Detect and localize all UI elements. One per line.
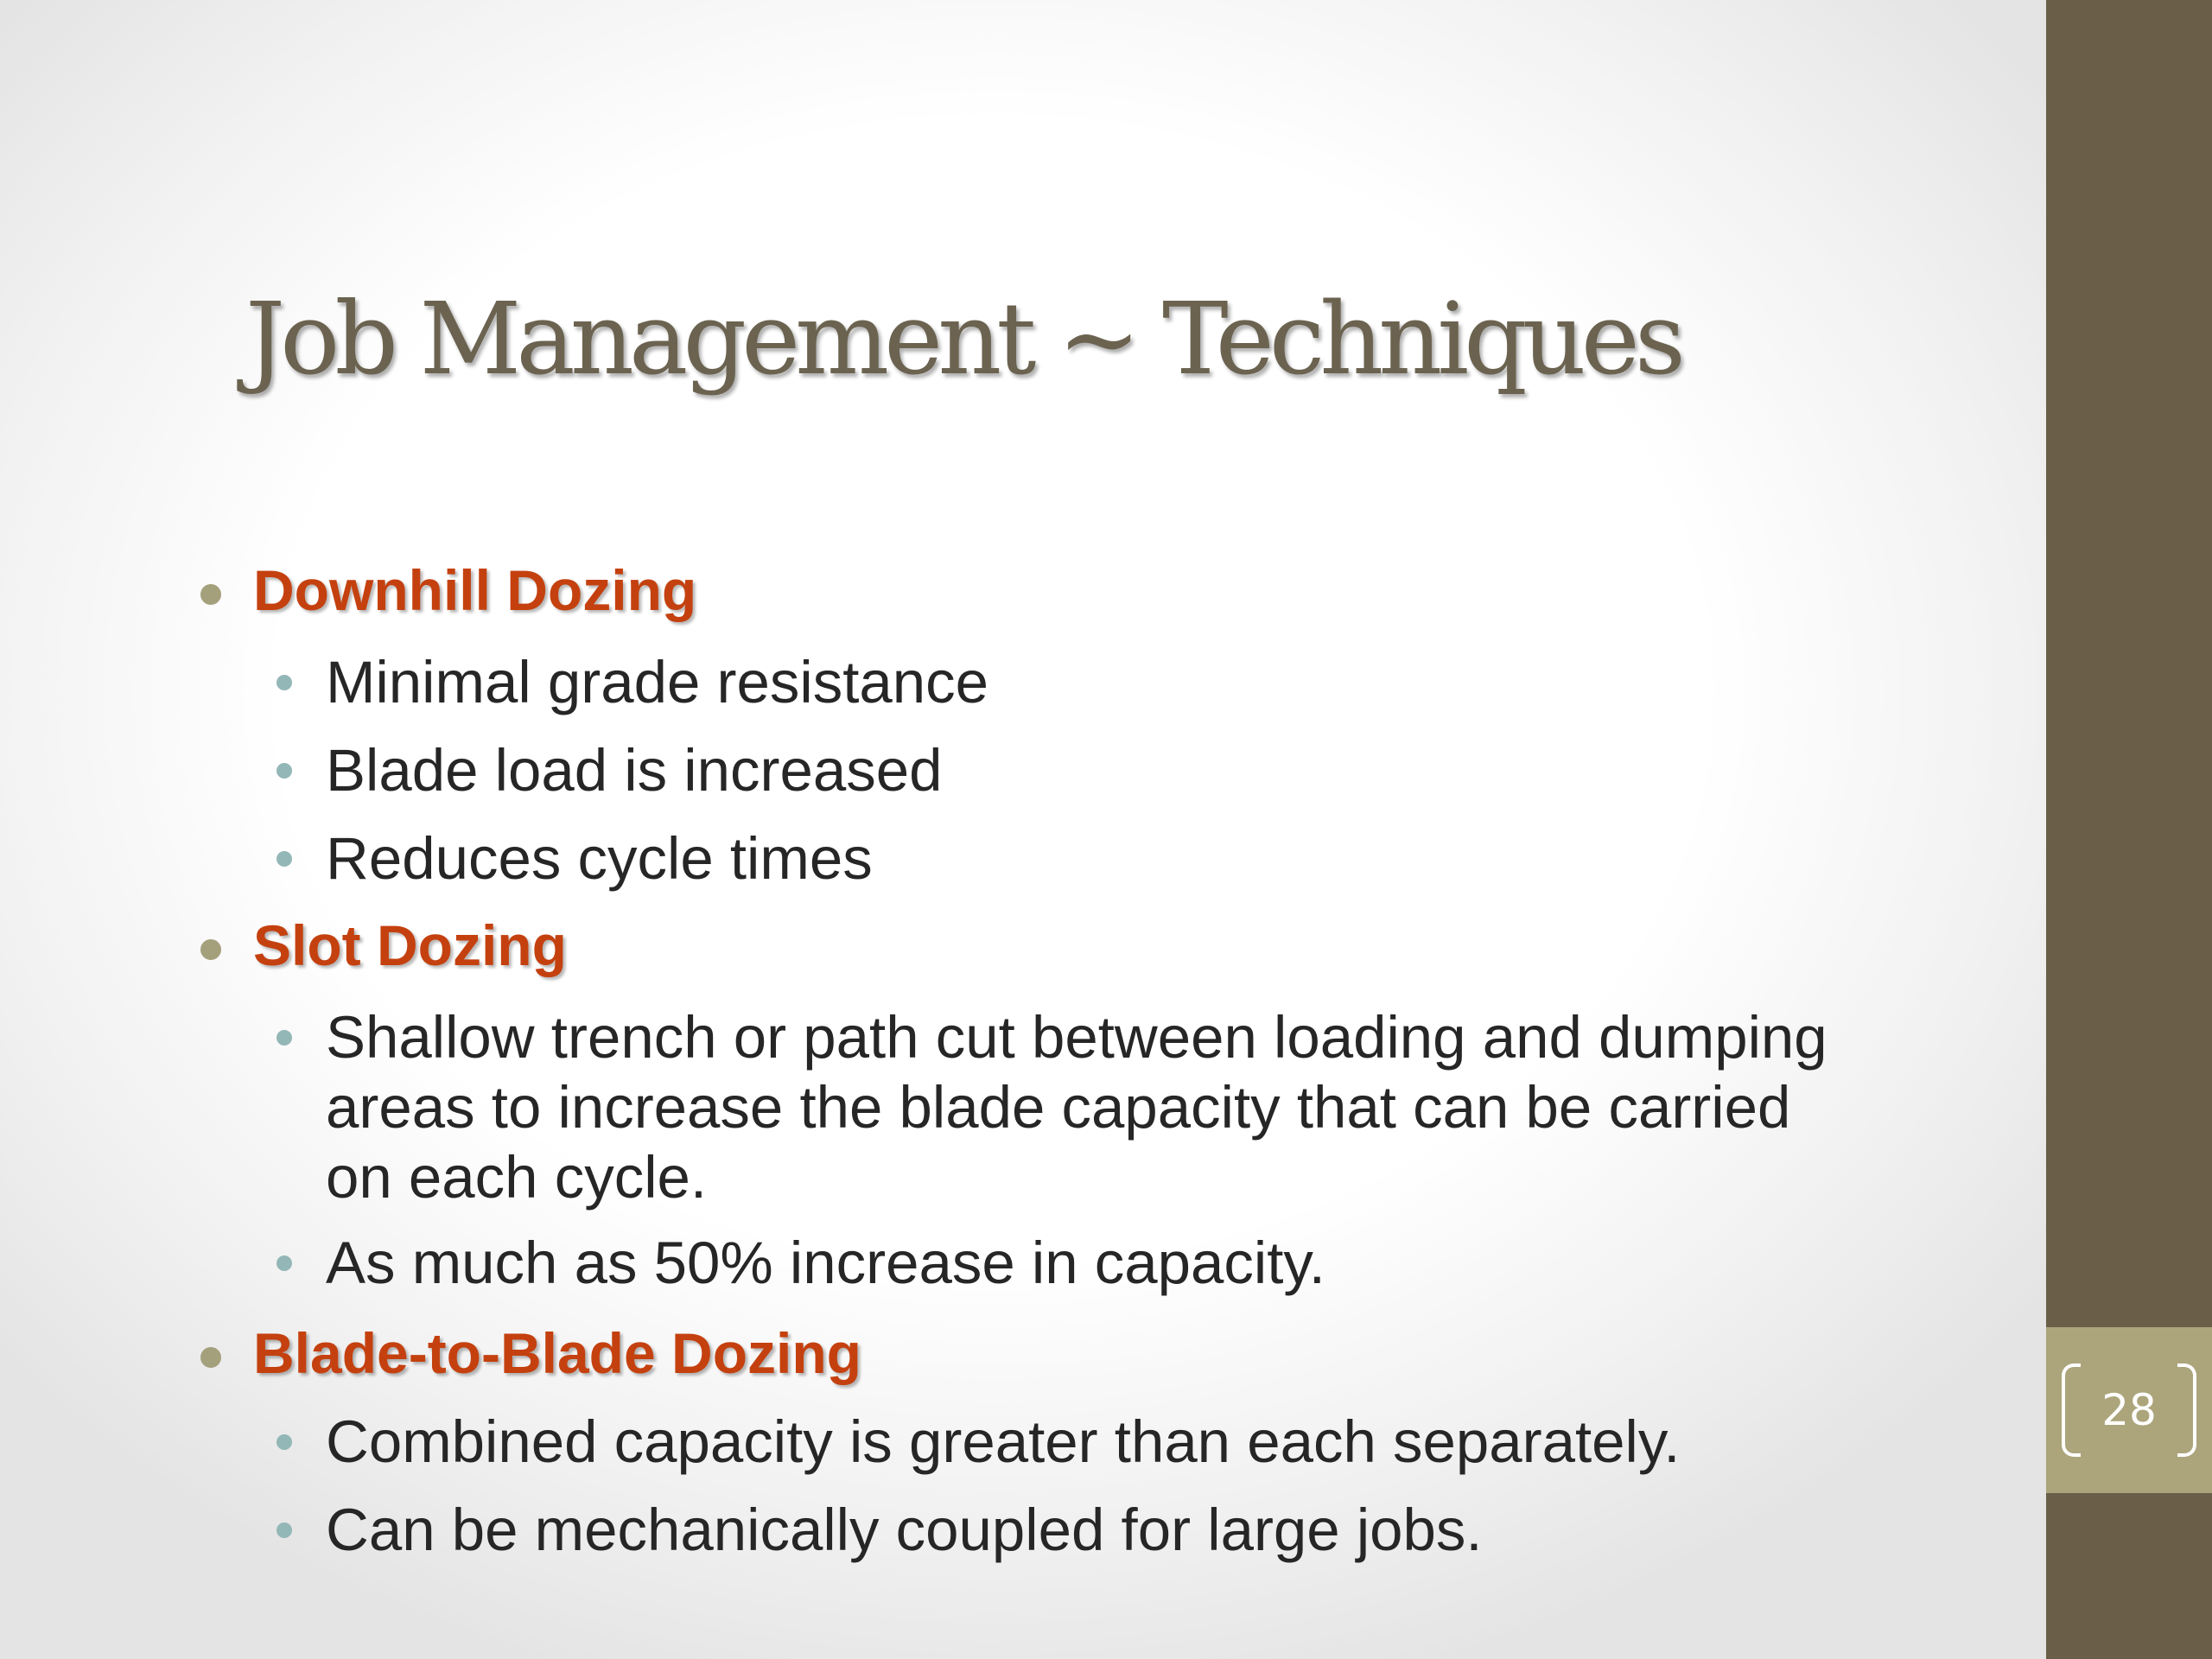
level2-bullet-icon bbox=[276, 1434, 292, 1450]
level1-bullet-icon bbox=[200, 939, 221, 960]
level1-bullet-icon bbox=[200, 1347, 221, 1368]
list-item: Minimal grade resistance bbox=[326, 649, 988, 715]
list-item: Can be mechanically coupled for large jobs. bbox=[326, 1497, 1483, 1563]
list-item-line: areas to increase the blade capacity that can be carried bbox=[326, 1074, 1791, 1141]
list-item: Reduces cycle times bbox=[326, 825, 873, 892]
list-item: Combined capacity is greater than each separately. bbox=[326, 1408, 1681, 1475]
left-bracket-icon bbox=[2062, 1363, 2081, 1457]
page-number: 28 bbox=[2101, 1385, 2157, 1435]
level2-bullet-icon bbox=[276, 763, 292, 779]
level2-bullet-icon bbox=[276, 675, 292, 690]
list-item: As much as 50% increase in capacity. bbox=[326, 1230, 1325, 1296]
level1-bullet-icon bbox=[200, 584, 221, 605]
list-item: Blade load is increased bbox=[326, 737, 943, 804]
list-item-line: Shallow trench or path cut between loading and dumping bbox=[326, 1004, 1827, 1071]
section-heading-blade-to-blade-dozing: Blade-to-Blade Dozing bbox=[253, 1321, 861, 1385]
right-bracket-icon bbox=[2177, 1363, 2196, 1457]
slide-title: Job Management ~ Techniques bbox=[245, 282, 1681, 397]
section-heading-slot-dozing: Slot Dozing bbox=[253, 913, 567, 977]
section-heading-downhill-dozing: Downhill Dozing bbox=[253, 558, 697, 622]
level2-bullet-icon bbox=[276, 1522, 292, 1538]
list-item-line: on each cycle. bbox=[326, 1144, 708, 1211]
level2-bullet-icon bbox=[276, 1255, 292, 1271]
level2-bullet-icon bbox=[276, 1030, 292, 1046]
level2-bullet-icon bbox=[276, 851, 292, 867]
